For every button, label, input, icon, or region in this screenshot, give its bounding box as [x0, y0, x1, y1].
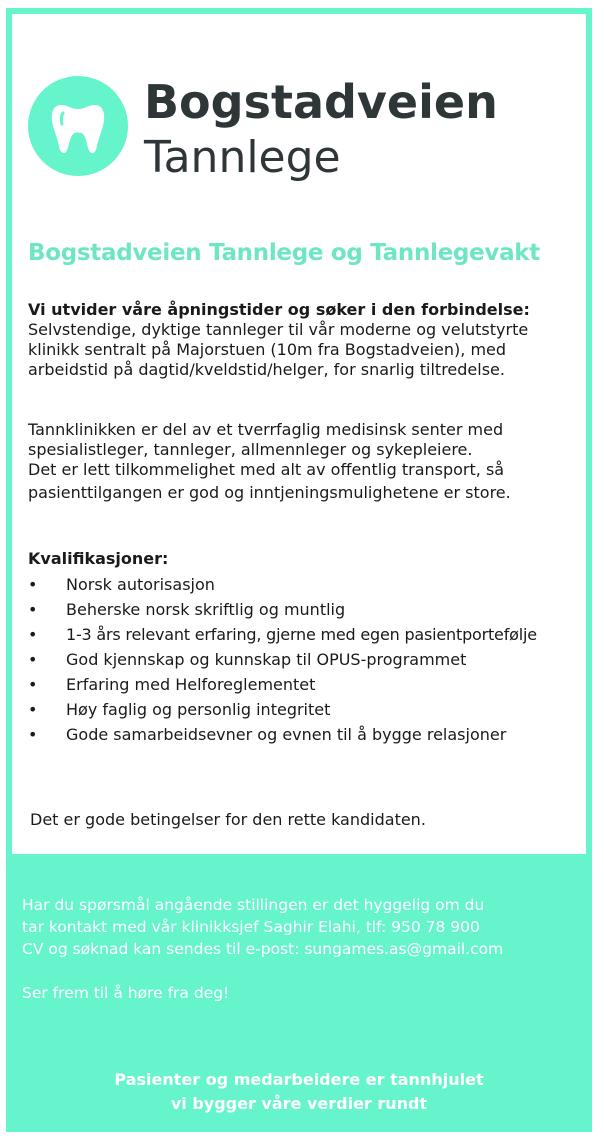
closing-statement: Det er gode betingelser for den rette kandidaten. — [30, 810, 426, 829]
list-item: • Gode samarbeidsevner og evnen til å bygge relasjoner — [28, 722, 588, 747]
bullet-icon: • — [28, 675, 38, 694]
contact-line: Har du spørsmål angående stillingen er det hyggelig om du — [22, 896, 485, 914]
ad-headline: Bogstadveien Tannlege og Tannlegevakt — [28, 240, 540, 266]
list-item: • Norsk autorisasjon — [28, 572, 588, 597]
about-line: Tannklinikken er del av et tverrfaglig medisinsk senter med — [28, 420, 504, 439]
about-line: spesialistleger, tannleger, allmennleger og sykepleiere. — [28, 440, 473, 459]
list-item: • Erfaring med Helforeglementet — [28, 672, 588, 697]
intro-line: klinikk sentralt på Majorstuen (10m fra Bogstadveien), med — [28, 340, 507, 359]
list-item: • God kjennskap og kunnskap til OPUS-programmet — [28, 647, 588, 672]
bullet-icon: • — [28, 575, 38, 594]
sign-off: Ser frem til å høre fra deg! — [22, 984, 230, 1002]
footer-slogan — [6, 1068, 592, 1116]
slogan-line: vi bygger våre verdier rundt — [170, 1094, 428, 1113]
list-item: • Beherske norsk skriftlig og muntlig — [28, 597, 588, 622]
bullet-icon: • — [28, 700, 38, 719]
about-line: pasienttilgangen er god og inntjeningsmulighetene er store. — [28, 483, 511, 502]
intro-paragraph — [28, 300, 588, 380]
ad-content-panel — [12, 14, 586, 854]
tooth-icon — [28, 76, 128, 176]
qualifications-list — [28, 572, 588, 747]
bullet-icon: • — [28, 725, 38, 744]
about-paragraph — [28, 420, 588, 503]
bullet-icon: • — [28, 625, 38, 644]
bullet-icon: • — [28, 650, 38, 669]
intro-lead: Vi utvider våre åpningstider og søker i den forbindelse: — [28, 300, 530, 319]
contact-email-line: CV og søknad kan sendes til e-post: sungames.as@gmail.com — [22, 940, 504, 958]
intro-line: Selvstendige, dyktige tannleger til vår moderne og velutstyrte — [28, 320, 529, 339]
contact-section — [22, 894, 582, 1004]
brand-subtitle: Tannlege — [144, 132, 341, 183]
brand-name: Bogstadveien — [144, 75, 498, 129]
list-item: • 1-3 års relevant erfaring, gjerne med egen pasientportefølje — [28, 622, 588, 647]
about-line: Det er lett tilkommelighet med alt av offentlig transport, så — [28, 460, 505, 479]
list-item: • Høy faglig og personlig integritet — [28, 697, 588, 722]
ad-frame — [6, 8, 592, 1132]
qualifications-section — [28, 548, 588, 747]
slogan-line: Pasienter og medarbeidere er tannhjulet — [114, 1070, 484, 1089]
intro-line: arbeidstid på dagtid/kveldstid/helger, for snarlig tiltredelse. — [28, 360, 505, 379]
contact-line: tar kontakt med vår klinikksjef Saghir Elahi, tlf: 950 78 900 — [22, 918, 480, 936]
qualifications-title: Kvalifikasjoner: — [28, 549, 169, 568]
bullet-icon: • — [28, 600, 38, 619]
